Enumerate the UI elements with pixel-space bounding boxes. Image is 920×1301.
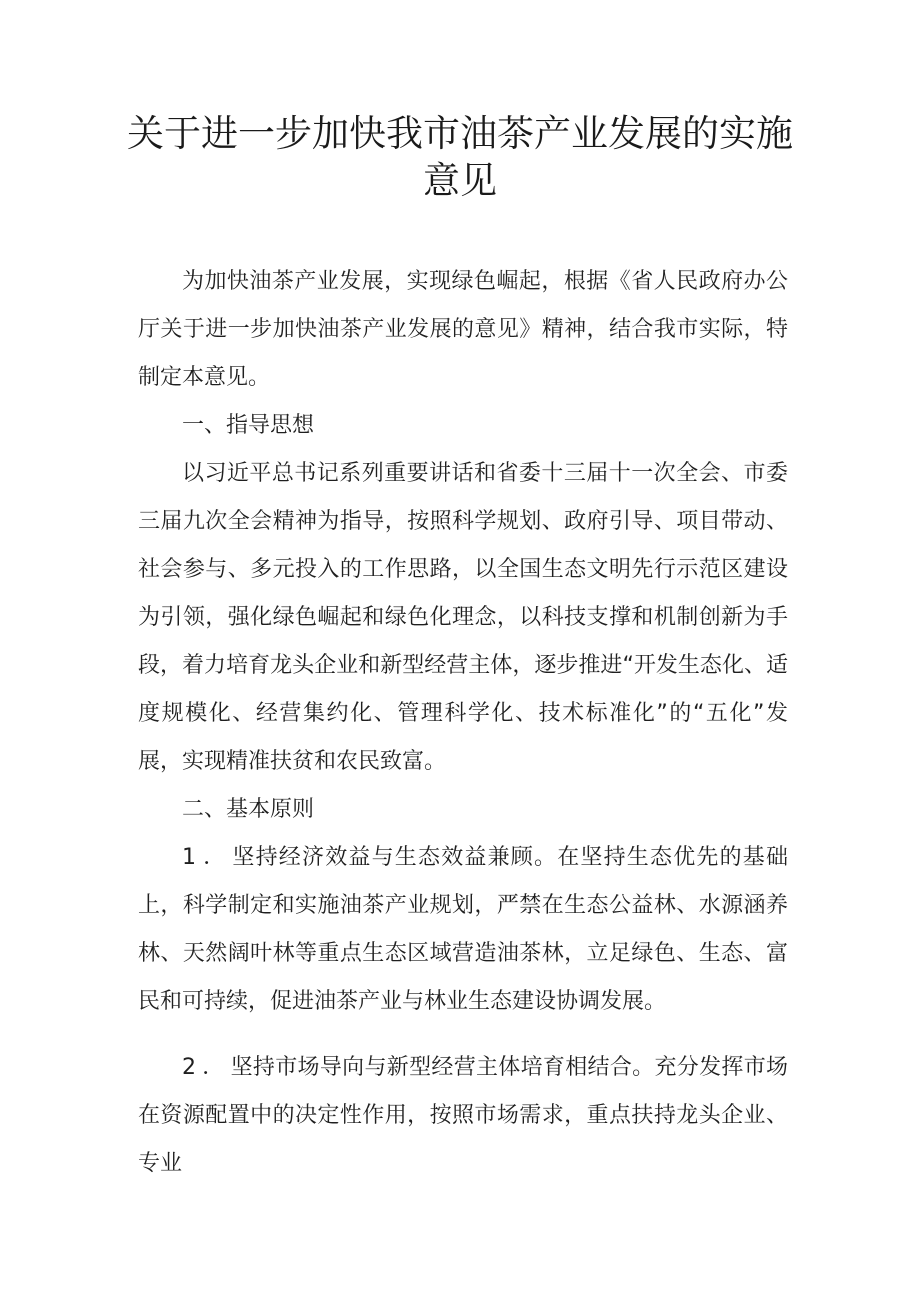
principle-1-number: 1． (182, 845, 233, 870)
principle-1-text: 坚持经济效益与生态效益兼顾。在坚持生态优先的基础上，科学制定和实施油茶产业规划，严禁在生态公益林、水源涵养林、天然阔叶林等重点生态区域营造油茶林，立足绿色、生态、富民和可持续，促进油茶产业与林业生态建设协调发展。 (138, 845, 788, 1014)
principle-2-text: 坚持市场导向与新型经营主体培育相结合。充分发挥市场在资源配置中的决定性作用，按照市场需求，重点扶持龙头企业、专业 (138, 1055, 788, 1176)
principle-2-paragraph (138, 1044, 788, 1188)
principle-1-paragraph (138, 834, 788, 1026)
document-title-line-2: 意见 (423, 159, 497, 202)
section-1-paragraph: 以习近平总书记系列重要讲话和省委十三届十一次全会、市委三届九次全会精神为指导，按照科学规划、政府引导、项目带动、社会参与、多元投入的工作思路，以全国生态文明先行示范区建设为引领，强化绿色崛起和绿色化理念，以科技支撑和机制创新为手段，着力培育龙头企业和新型经营主体，逐步推进“开发生态化、适度规模化、经营集约化、管理科学化、技术标准化”的“五化”发展，实现精准扶贫和农民致富。 (138, 461, 788, 774)
intro-paragraph: 为加快油茶产业发展，实现绿色崛起，根据《省人民政府办公厅关于进一步加快油茶产业发展的意见》精神，结合我市实际，特制定本意见。 (138, 269, 788, 390)
principle-2-number: 2． (182, 1055, 231, 1080)
document-title-line-1: 关于进一步加快我市油茶产业发展的实施 (127, 112, 793, 155)
section-1-heading: 一、指导思想 (182, 413, 315, 438)
section-2-heading: 二、基本原则 (182, 797, 315, 822)
